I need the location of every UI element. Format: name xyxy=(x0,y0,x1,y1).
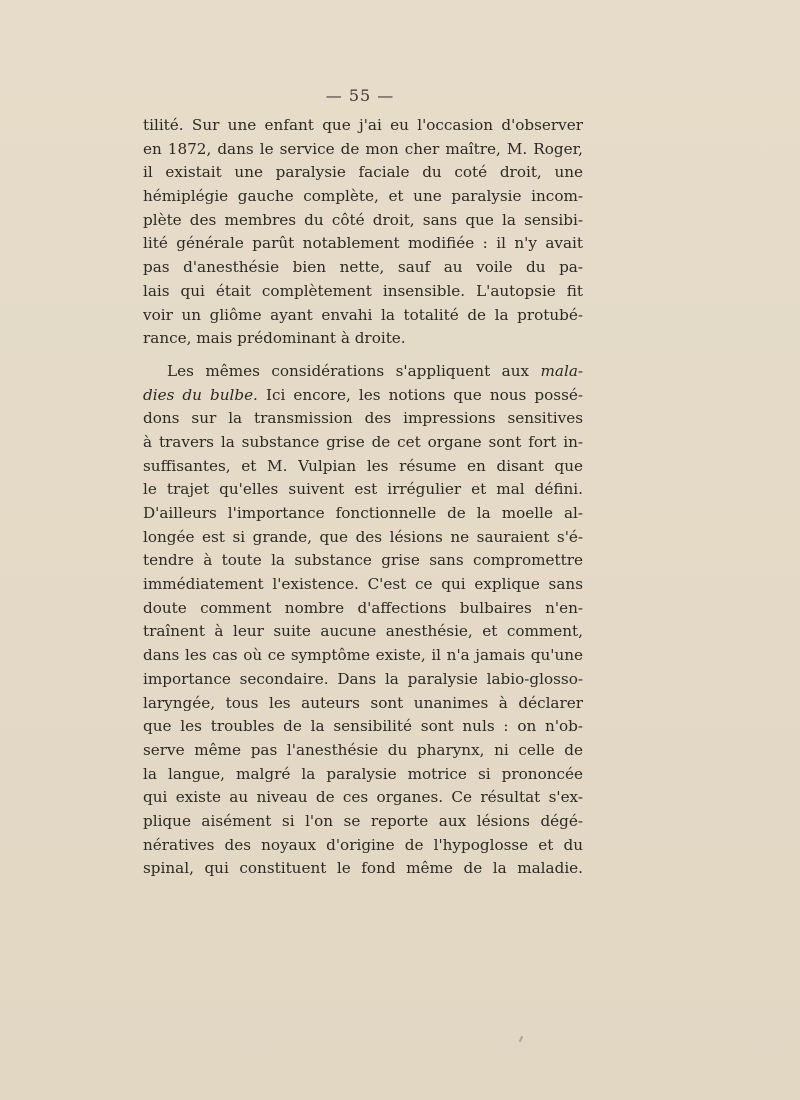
text-line: rance, mais prédominant à droite. xyxy=(143,329,406,348)
text-span: Les mêmes considérations s'appliquent aux xyxy=(167,361,541,380)
text-line: la langue, malgré la paralysie motrice si prononcée xyxy=(143,764,583,783)
text-line: traînent à leur suite aucune anesthésie, et comment, xyxy=(143,622,583,641)
text-line: laryngée, tous les auteurs sont unanimes à déclarer xyxy=(143,693,583,712)
text-line: immédiatement l'existence. C'est ce qui explique sans xyxy=(143,575,583,594)
text-span: Ici encore, les notions que nous possé- xyxy=(257,385,583,404)
text-line: pas d'anesthésie bien nette, sauf au voile du pa- xyxy=(143,258,583,277)
italic-term: dies du bulbe. xyxy=(143,385,258,404)
text-line: dans les cas où ce symptôme existe, il n'a jamais qu'une xyxy=(143,646,583,665)
text-line: spinal, qui constituent le fond même de la maladie. xyxy=(143,859,583,878)
text-line: tendre à toute la substance grise sans compromettre xyxy=(143,551,583,570)
text-line: tilité. Sur une enfant que j'ai eu l'occasion d'observer xyxy=(143,116,583,134)
text-line xyxy=(143,384,583,408)
page-number: — 55 — xyxy=(325,86,395,105)
paragraph-2 xyxy=(143,360,583,881)
text-line: lais qui était complètement insensible. L'autopsie fit xyxy=(143,281,583,300)
text-line: nératives des noyaux d'origine de l'hypoglosse et du xyxy=(143,835,583,854)
text-line: à travers la substance grise de cet organe sont fort in- xyxy=(143,432,583,451)
text-line: dons sur la transmission des impressions sensitives xyxy=(143,409,583,428)
text-line: en 1872, dans le service de mon cher maître, M. Roger, xyxy=(143,139,583,158)
body-text xyxy=(143,114,583,881)
text-line: serve même pas l'anesthésie du pharynx, ni celle de xyxy=(143,740,583,759)
text-line: importance secondaire. Dans la paralysie labio-glosso- xyxy=(143,669,583,688)
text-line: plique aisément si l'on se reporte aux lésions dégé- xyxy=(143,811,583,830)
text-line: doute comment nombre d'affections bulbaires n'en- xyxy=(143,598,583,617)
text-line: le trajet qu'elles suivent est irrégulier et mal défini. xyxy=(143,480,583,499)
text-line: suffisantes, et M. Vulpian les résume en disant que xyxy=(143,456,583,475)
text-line: voir un gliôme ayant envahi la totalité de la protubé- xyxy=(143,305,583,324)
paper-speck xyxy=(519,1036,523,1042)
text-line: qui existe au niveau de ces organes. Ce résultat s'ex- xyxy=(143,788,583,807)
italic-term: mala- xyxy=(540,361,583,380)
text-line: longée est si grande, que des lésions ne sauraient s'é- xyxy=(143,527,583,546)
text-line: que les troubles de la sensibilité sont nuls : on n'ob- xyxy=(143,717,583,736)
text-line: D'ailleurs l'importance fonctionnelle de la moelle al- xyxy=(143,504,583,522)
text-line xyxy=(143,360,583,384)
paragraph-gap xyxy=(143,351,583,360)
paragraph-1 xyxy=(143,114,583,351)
text-line: hémiplégie gauche complète, et une paralysie incom- xyxy=(143,187,583,206)
text-line: plète des membres du côté droit, sans que la sensibi- xyxy=(143,210,583,229)
text-line: il existait une paralysie faciale du coté droit, une xyxy=(143,163,583,182)
text-line: lité générale parût notablement modifiée : il n'y avait xyxy=(143,234,583,253)
